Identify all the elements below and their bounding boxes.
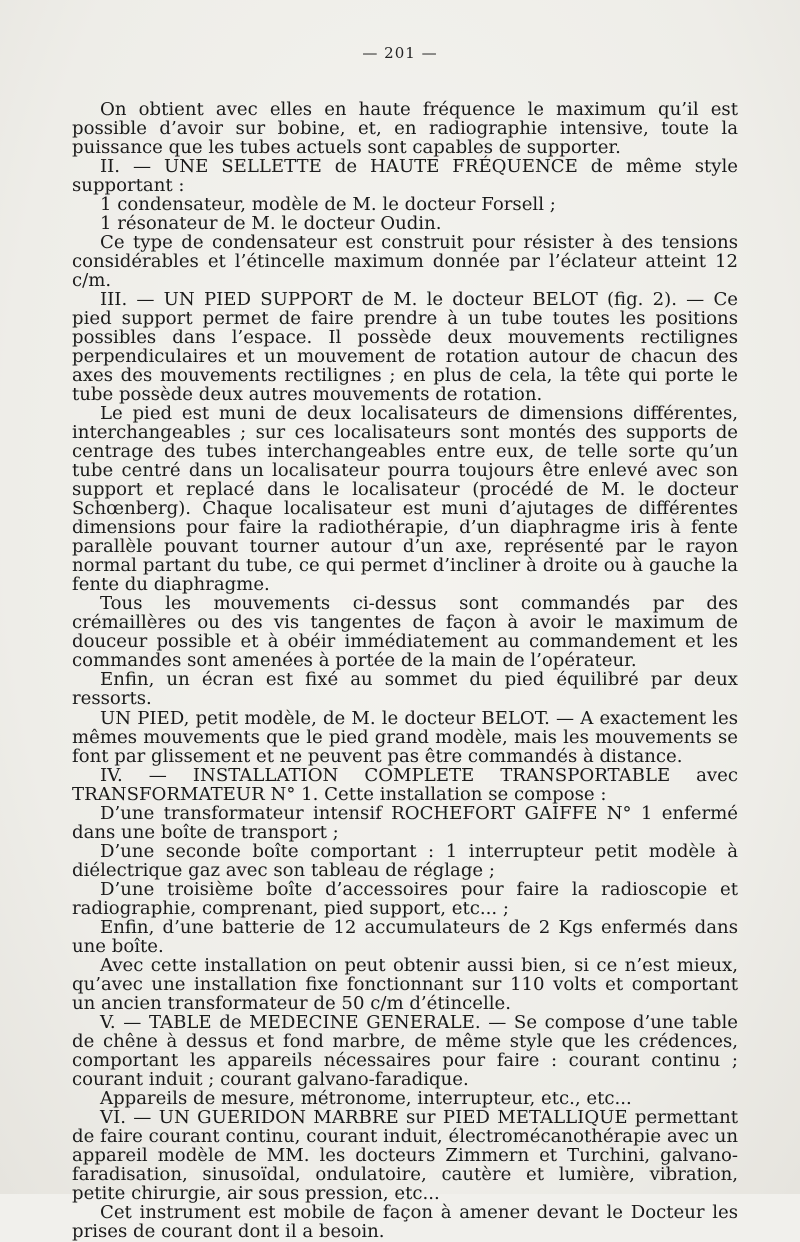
paragraph: On obtient avec elles en haute fréquence le maximum qu’il est possible d’avoir sur bobine, et, en radiographie intensive, toute la puissance que les tubes actuels sont capables de supporter. <box>72 99 738 159</box>
paragraph: Enfin, un écran est fixé au sommet du pied équilibré par deux ressorts. <box>72 669 738 710</box>
paragraph: Tous les mouvements ci-dessus sont commandés par des crémaillères ou des vis tangentes de façon à avoir le maximum de douceur possible et à obéir immédiatement au commandement et les commandes sont amenées à portée de la main de l’opérateur. <box>72 593 738 672</box>
body-text <box>72 100 738 1241</box>
paragraph: VI. — UN GUERIDON MARBRE sur PIED METALLIQUE permettant de faire courant continu, courant induit, électromécanothérapie avec un appareil modèle de MM. les docteurs Zimmern et Turchini, galvano-faradisation, sinusoïdal, ondulatoire, cautère et lumière, vibration, petite chirurgie, air sous pression, etc... <box>72 1106 738 1204</box>
paragraph: IV. — INSTALLATION COMPLETE TRANSPORTABLE avec TRANSFORMATEUR N° 1. Cette installation se compose : <box>72 764 738 805</box>
page-number: — 201 — <box>362 44 438 62</box>
paragraph: V. — TABLE de MEDECINE GENERALE. — Se compose d’une table de chêne à dessus et fond marbre, de même style que les crédences, comportant les appareils nécessaires pour faire : courant continu ; courant induit ; courant galvano-faradique. <box>72 1011 738 1090</box>
paragraph: Cet instrument est mobile de façon à amener devant le Docteur les prises de courant dont il a besoin. <box>72 1201 738 1242</box>
paragraph: D’une seconde boîte comportant : 1 interrupteur petit modèle à diélectrique gaz avec son tableau de réglage ; <box>72 840 738 881</box>
paragraph: II. — UNE SELLETTE de HAUTE FRÉQUENCE de même style supportant : <box>72 156 738 197</box>
paragraph: Appareils de mesure, métronome, interrupteur, etc., etc... <box>100 1087 632 1109</box>
paragraph: Avec cette installation on peut obtenir aussi bien, si ce n’est mieux, qu’avec une installation fixe fonctionnant sur 110 volts et comportant un ancien transformateur de 50 c/m d’étincelle. <box>72 954 738 1014</box>
paragraph: D’une troisième boîte d’accessoires pour faire la radioscopie et radiographie, comprenant, pied support, etc... ; <box>72 878 738 919</box>
paragraph: Ce type de condensateur est construit pour résister à des tensions considérables et l’étincelle maximum donnée par l’éclateur atteint 12 c/m. <box>72 232 738 292</box>
paragraph: III. — UN PIED SUPPORT de M. le docteur BELOT (fig. 2). — Ce pied support permet de faire prendre à un tube toutes les positions possibles dans l’espace. Il possède deux mouvements rectilignes perpendiculaires et un mouvement de rotation autour de chacun des axes des mouvements rectilignes ; en plus de cela, la tête qui porte le tube possède deux autres mouvements de rotation. <box>72 289 738 406</box>
paragraph: UN PIED, petit modèle, de M. le docteur BELOT. — A exactement les mêmes mouvements que le pied grand modèle, mais les mouvements se font par glissement et ne peuvent pas être commandés à distance. <box>72 707 738 767</box>
paragraph: Le pied est muni de deux localisateurs de dimensions différentes, interchangeables ; sur ces localisateurs sont montés des supports de centrage des tubes interchangeables entre eux, de telle sorte qu’un tube centré dans un localisateur pourra toujours être enlevé avec son support et replacé dans le localisateur (procédé de M. le docteur Schœnberg). Chaque localisateur est muni d’ajutages de différentes dimensions pour faire la radiothérapie, d’un diaphragme iris à fente parallèle pouvant tourner autour d’un axe, représenté par le rayon normal partant du tube, ce qui permet d’incliner à droite ou à gauche la fente du diaphragme. <box>72 403 738 596</box>
paragraph: 1 résonateur de M. le docteur Oudin. <box>100 213 442 235</box>
paragraph: Enfin, d’une batterie de 12 accumulateurs de 2 Kgs enfermés dans une boîte. <box>72 916 738 957</box>
paragraph: D’une transformateur intensif ROCHEFORT GAIFFE N° 1 enfermé dans une boîte de transport ; <box>72 802 738 843</box>
paragraph: 1 condensateur, modèle de M. le docteur Forsell ; <box>100 194 556 216</box>
